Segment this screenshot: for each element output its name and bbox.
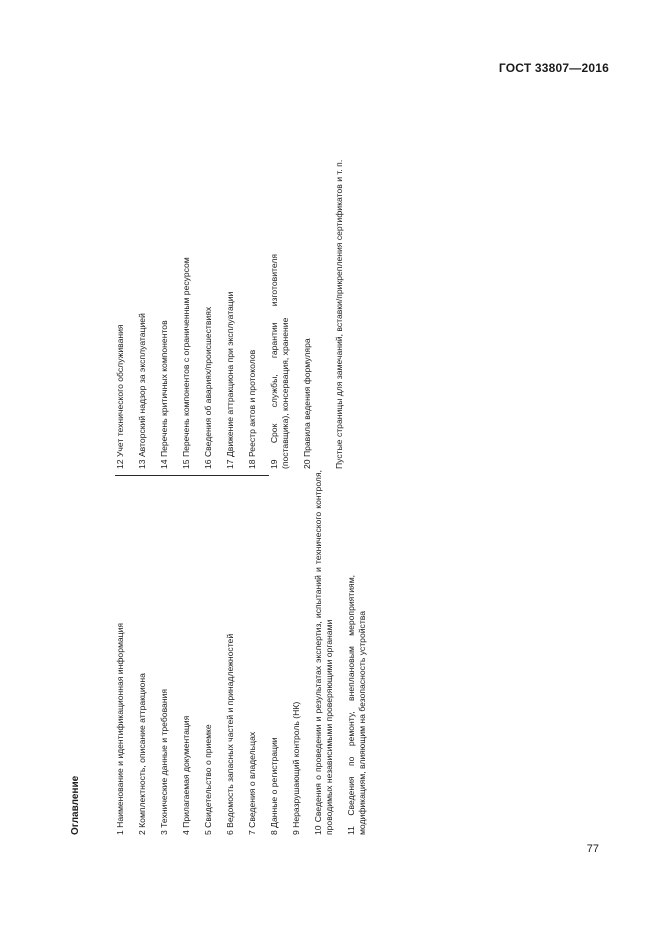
toc-entry-14: 14 Перечень критичных компонентов	[159, 320, 169, 469]
toc-entry-2: 2 Комплектность, описание аттракциона	[137, 673, 147, 835]
toc-title: Оглавление	[70, 775, 81, 835]
toc-entry-5: 5 Свидетельство о приемке	[203, 724, 213, 835]
toc-entry-15: 15 Перечень компонентов с ограниченным ресурсом	[181, 257, 191, 469]
toc-entry-13: 13 Авторский надзор за эксплуатацией	[137, 313, 147, 469]
toc-entry-9: 9 Неразрушающий контроль (НК)	[291, 701, 301, 835]
toc-entry-7: 7 Сведения о владельцах	[247, 731, 257, 835]
column-divider	[115, 475, 269, 476]
toc-entry-blank-pages: Пустые страницы для замечаний, вставки/прикрепления сертификатов и т. п.	[334, 159, 344, 469]
toc-entry-19: 19 Срок службы, гарантии изготовителя (поставщика), консервация, хранение	[269, 254, 290, 469]
toc-entry-10: 10 Сведения о проведении и результатах экспертиз, испытаний и технического контроля, проводимых независимыми проверяющими органами	[313, 470, 334, 835]
toc-entry-11: 11 Сведения по ремонту, внеплановым мероприятиям, модификациям, влияющим на безопасность устройства	[346, 575, 367, 835]
toc-entry-3: 3 Технические данные и требования	[159, 688, 169, 835]
page-number: 77	[586, 843, 599, 855]
toc-entry-1: 1 Наименование и идентификационная информация	[115, 622, 125, 835]
toc-entry-12: 12 Учет технического обслуживания	[115, 324, 125, 469]
toc-entry-16: 16 Сведения об авариях/происшествиях	[203, 306, 213, 469]
toc-entry-6: 6 Ведомость запасных частей и принадлежностей	[225, 633, 235, 835]
toc-entry-20: 20 Правила ведения формуляра	[302, 338, 312, 469]
toc-entry-4: 4 Прилагаемая документация	[181, 715, 191, 835]
toc-entry-8: 8 Данные о регистрации	[269, 737, 279, 835]
standard-designation: ГОСТ 33807—2016	[498, 61, 609, 75]
toc-rotated-block	[68, 115, 388, 835]
toc-entry-18: 18 Реестр актов и протоколов	[247, 349, 257, 469]
toc-entry-17: 17 Движение аттракциона при эксплуатации	[225, 291, 235, 469]
